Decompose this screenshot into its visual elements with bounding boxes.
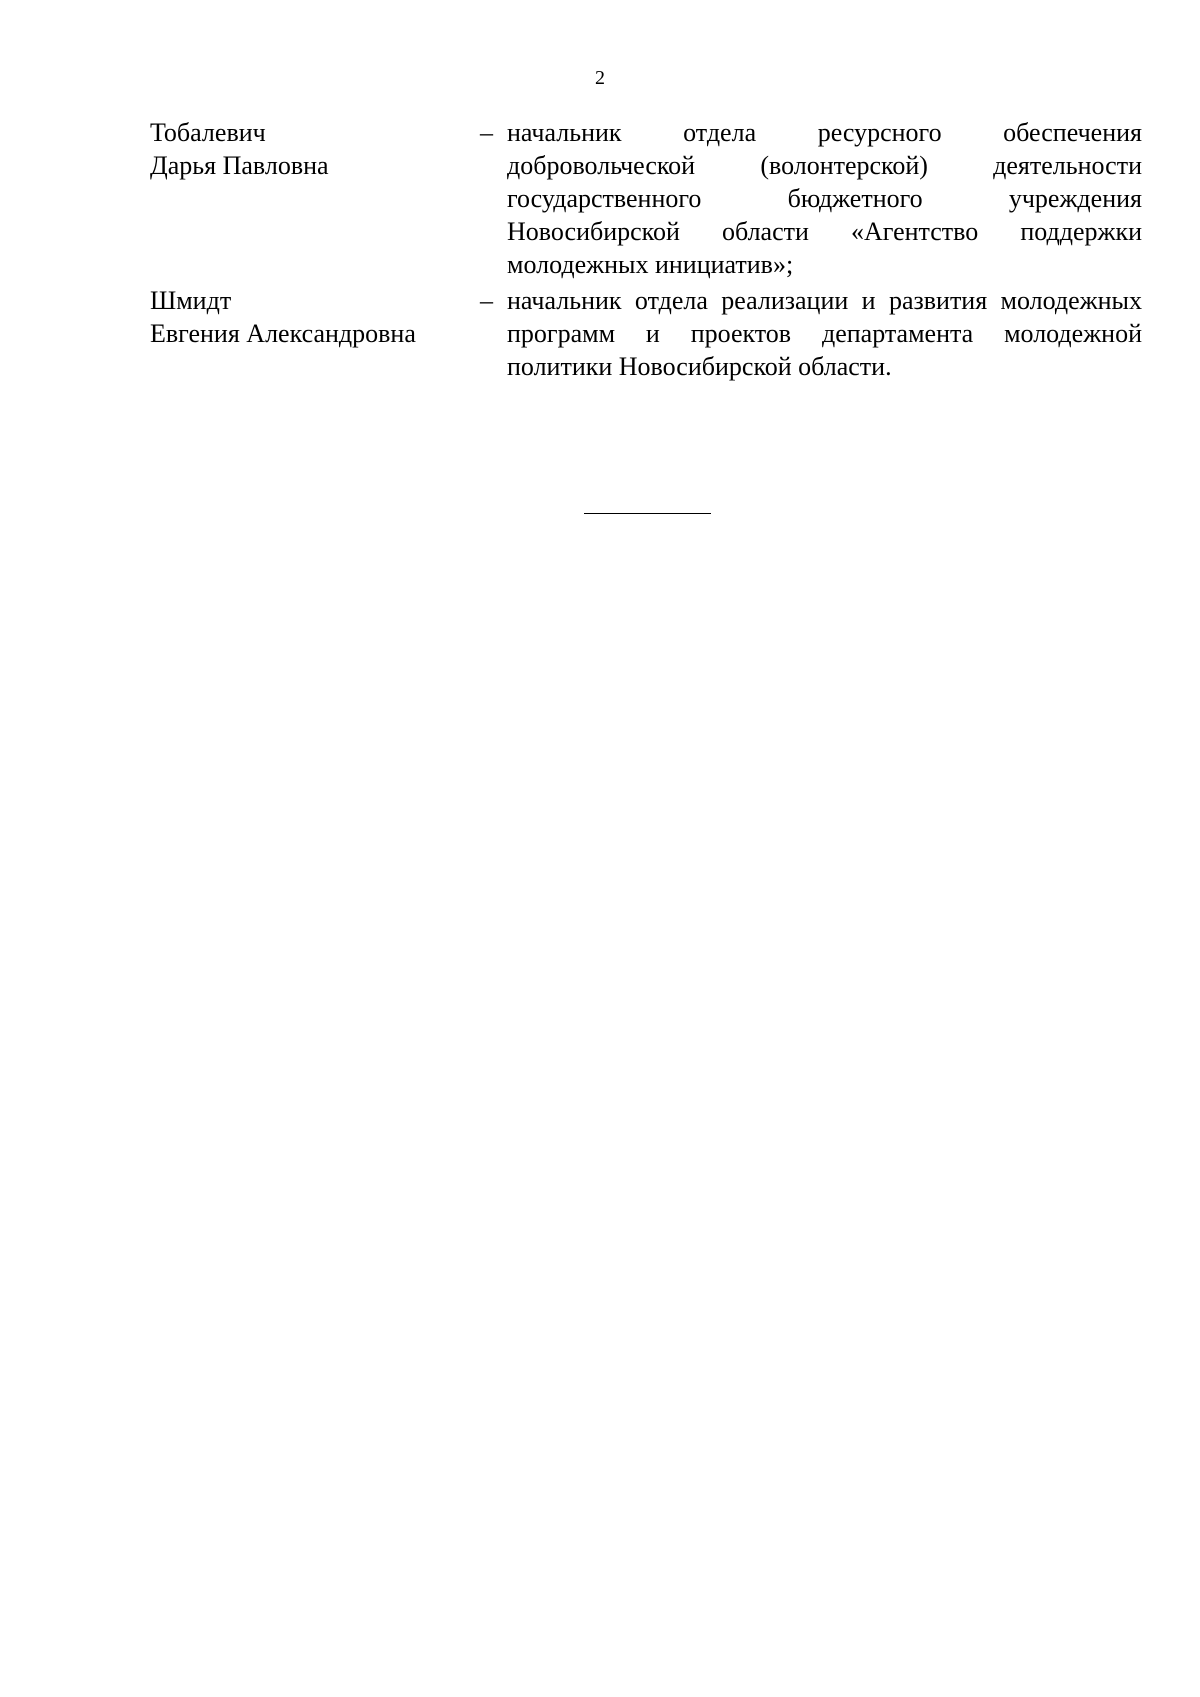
dash-separator: – — [480, 286, 493, 315]
dash-separator: – — [480, 118, 493, 147]
member-list — [150, 116, 1142, 386]
member-given-names: Евгения Александровна — [150, 319, 416, 348]
page-number: 2 — [595, 67, 605, 89]
list-item — [150, 284, 1142, 383]
member-position: начальник отдела реализации и развития молодежных программ и проектов департамента молодежной политики Новосибирской области. — [507, 286, 1142, 381]
member-given-names: Дарья Павловна — [150, 151, 329, 180]
member-name — [150, 284, 480, 350]
end-divider — [584, 513, 711, 514]
member-name — [150, 116, 480, 182]
member-surname: Тобалевич — [150, 118, 266, 147]
member-position: начальник отдела ресурсного обеспечения добровольческой (волонтерской) деятельности государственного бюджетного учреждения Новосибирской области «Агентство поддержки молодежных инициатив»; — [507, 118, 1142, 279]
member-surname: Шмидт — [150, 286, 232, 315]
list-item — [150, 116, 1142, 281]
